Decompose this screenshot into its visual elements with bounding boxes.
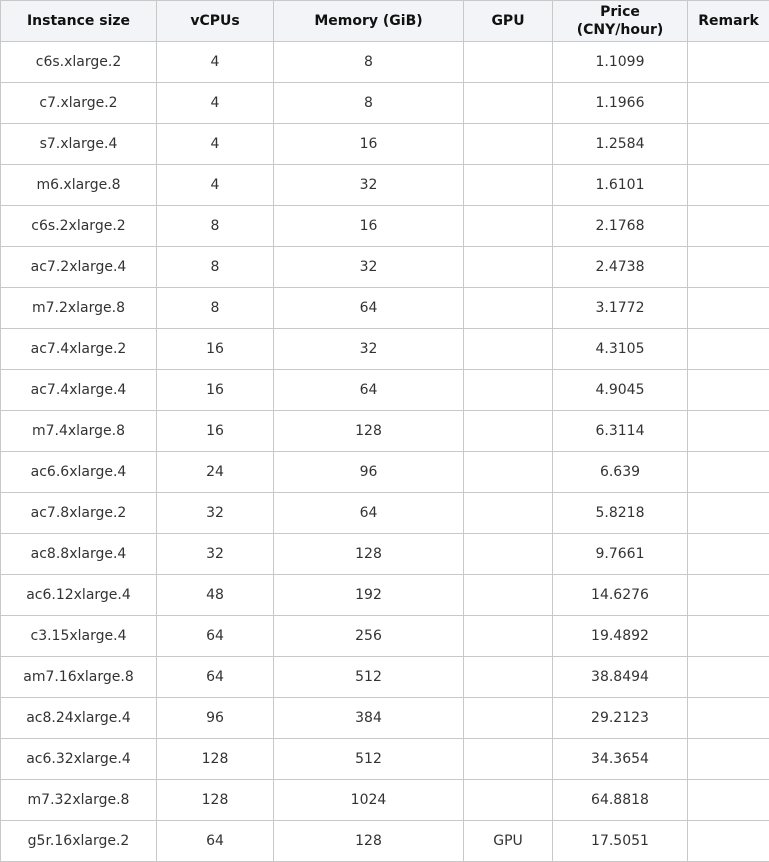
header-price xyxy=(553,1,688,42)
cell-price: 14.6276 xyxy=(553,575,688,616)
header-price-line1: Price xyxy=(600,4,640,20)
cell-memory: 64 xyxy=(274,288,464,329)
cell-price: 19.4892 xyxy=(553,616,688,657)
table-row xyxy=(1,247,769,288)
table-row xyxy=(1,124,769,165)
cell-gpu xyxy=(464,452,553,493)
header-vcpus: vCPUs xyxy=(157,1,274,42)
cell-gpu xyxy=(464,370,553,411)
cell-memory: 384 xyxy=(274,698,464,739)
cell-instance-size: m6.xlarge.8 xyxy=(1,165,157,206)
cell-memory: 16 xyxy=(274,206,464,247)
cell-gpu xyxy=(464,83,553,124)
cell-vcpus: 64 xyxy=(157,821,274,862)
cell-price: 1.2584 xyxy=(553,124,688,165)
cell-vcpus: 4 xyxy=(157,165,274,206)
cell-gpu xyxy=(464,534,553,575)
cell-instance-size: ac6.32xlarge.4 xyxy=(1,739,157,780)
cell-memory: 1024 xyxy=(274,780,464,821)
table-row xyxy=(1,452,769,493)
cell-gpu xyxy=(464,493,553,534)
cell-vcpus: 4 xyxy=(157,42,274,83)
cell-remark xyxy=(688,780,769,821)
cell-remark xyxy=(688,124,769,165)
cell-price: 1.1966 xyxy=(553,83,688,124)
cell-memory: 128 xyxy=(274,534,464,575)
header-row xyxy=(1,1,769,42)
cell-memory: 8 xyxy=(274,42,464,83)
cell-vcpus: 64 xyxy=(157,616,274,657)
cell-price: 34.3654 xyxy=(553,739,688,780)
cell-price: 64.8818 xyxy=(553,780,688,821)
table-row xyxy=(1,657,769,698)
cell-vcpus: 16 xyxy=(157,411,274,452)
cell-remark xyxy=(688,247,769,288)
cell-instance-size: ac8.8xlarge.4 xyxy=(1,534,157,575)
cell-remark xyxy=(688,575,769,616)
cell-instance-size: ac8.24xlarge.4 xyxy=(1,698,157,739)
cell-memory: 64 xyxy=(274,370,464,411)
cell-price: 38.8494 xyxy=(553,657,688,698)
cell-vcpus: 8 xyxy=(157,206,274,247)
cell-memory: 64 xyxy=(274,493,464,534)
header-remark: Remark xyxy=(688,1,769,42)
table-row xyxy=(1,534,769,575)
cell-gpu xyxy=(464,42,553,83)
cell-instance-size: s7.xlarge.4 xyxy=(1,124,157,165)
cell-remark xyxy=(688,616,769,657)
table-row xyxy=(1,288,769,329)
cell-remark xyxy=(688,698,769,739)
cell-gpu xyxy=(464,124,553,165)
cell-gpu xyxy=(464,329,553,370)
cell-price: 6.639 xyxy=(553,452,688,493)
cell-vcpus: 32 xyxy=(157,493,274,534)
table-row xyxy=(1,411,769,452)
cell-instance-size: ac7.2xlarge.4 xyxy=(1,247,157,288)
table-row xyxy=(1,329,769,370)
cell-instance-size: ac7.8xlarge.2 xyxy=(1,493,157,534)
cell-instance-size: g5r.16xlarge.2 xyxy=(1,821,157,862)
cell-gpu xyxy=(464,657,553,698)
cell-vcpus: 64 xyxy=(157,657,274,698)
cell-instance-size: c3.15xlarge.4 xyxy=(1,616,157,657)
cell-instance-size: m7.2xlarge.8 xyxy=(1,288,157,329)
cell-instance-size: m7.4xlarge.8 xyxy=(1,411,157,452)
cell-remark xyxy=(688,821,769,862)
cell-vcpus: 128 xyxy=(157,780,274,821)
table-row xyxy=(1,83,769,124)
cell-instance-size: ac6.12xlarge.4 xyxy=(1,575,157,616)
cell-memory: 16 xyxy=(274,124,464,165)
cell-instance-size: c6s.2xlarge.2 xyxy=(1,206,157,247)
cell-memory: 8 xyxy=(274,83,464,124)
table-header xyxy=(1,1,769,42)
cell-vcpus: 4 xyxy=(157,124,274,165)
cell-vcpus: 128 xyxy=(157,739,274,780)
cell-instance-size: ac7.4xlarge.2 xyxy=(1,329,157,370)
cell-price: 29.2123 xyxy=(553,698,688,739)
table-row xyxy=(1,206,769,247)
cell-remark xyxy=(688,739,769,780)
cell-vcpus: 96 xyxy=(157,698,274,739)
cell-vcpus: 4 xyxy=(157,83,274,124)
header-instance-size: Instance size xyxy=(1,1,157,42)
table-row xyxy=(1,616,769,657)
cell-price: 2.1768 xyxy=(553,206,688,247)
cell-vcpus: 16 xyxy=(157,370,274,411)
cell-gpu xyxy=(464,698,553,739)
cell-memory: 128 xyxy=(274,411,464,452)
header-memory: Memory (GiB) xyxy=(274,1,464,42)
cell-vcpus: 24 xyxy=(157,452,274,493)
cell-gpu xyxy=(464,575,553,616)
cell-vcpus: 8 xyxy=(157,288,274,329)
cell-instance-size: am7.16xlarge.8 xyxy=(1,657,157,698)
table-row xyxy=(1,493,769,534)
cell-memory: 128 xyxy=(274,821,464,862)
cell-memory: 32 xyxy=(274,165,464,206)
cell-gpu xyxy=(464,247,553,288)
cell-remark xyxy=(688,206,769,247)
cell-gpu xyxy=(464,411,553,452)
table-row xyxy=(1,165,769,206)
table-row xyxy=(1,821,769,862)
cell-memory: 32 xyxy=(274,329,464,370)
cell-memory: 96 xyxy=(274,452,464,493)
cell-gpu xyxy=(464,165,553,206)
cell-remark xyxy=(688,370,769,411)
cell-remark xyxy=(688,657,769,698)
cell-memory: 192 xyxy=(274,575,464,616)
cell-instance-size: ac7.4xlarge.4 xyxy=(1,370,157,411)
cell-price: 9.7661 xyxy=(553,534,688,575)
cell-remark xyxy=(688,83,769,124)
table-row xyxy=(1,42,769,83)
cell-remark xyxy=(688,42,769,83)
cell-price: 4.3105 xyxy=(553,329,688,370)
cell-vcpus: 48 xyxy=(157,575,274,616)
header-gpu: GPU xyxy=(464,1,553,42)
cell-gpu xyxy=(464,739,553,780)
cell-price: 4.9045 xyxy=(553,370,688,411)
cell-remark xyxy=(688,411,769,452)
cell-price: 1.6101 xyxy=(553,165,688,206)
cell-remark xyxy=(688,493,769,534)
cell-vcpus: 16 xyxy=(157,329,274,370)
cell-memory: 512 xyxy=(274,657,464,698)
cell-instance-size: c6s.xlarge.2 xyxy=(1,42,157,83)
cell-instance-size: m7.32xlarge.8 xyxy=(1,780,157,821)
cell-price: 6.3114 xyxy=(553,411,688,452)
cell-remark xyxy=(688,329,769,370)
cell-vcpus: 32 xyxy=(157,534,274,575)
cell-remark xyxy=(688,534,769,575)
cell-price: 3.1772 xyxy=(553,288,688,329)
cell-remark xyxy=(688,288,769,329)
cell-remark xyxy=(688,165,769,206)
table-row xyxy=(1,739,769,780)
cell-vcpus: 8 xyxy=(157,247,274,288)
cell-memory: 256 xyxy=(274,616,464,657)
table-row xyxy=(1,575,769,616)
cell-gpu xyxy=(464,616,553,657)
cell-memory: 512 xyxy=(274,739,464,780)
cell-price: 1.1099 xyxy=(553,42,688,83)
cell-gpu xyxy=(464,780,553,821)
cell-instance-size: c7.xlarge.2 xyxy=(1,83,157,124)
cell-gpu xyxy=(464,206,553,247)
table-row xyxy=(1,370,769,411)
cell-remark xyxy=(688,452,769,493)
table-row xyxy=(1,698,769,739)
cell-price: 17.5051 xyxy=(553,821,688,862)
cell-instance-size: ac6.6xlarge.4 xyxy=(1,452,157,493)
table-row xyxy=(1,780,769,821)
cell-gpu xyxy=(464,288,553,329)
header-price-line2: (CNY/hour) xyxy=(576,22,664,38)
table-body xyxy=(1,42,769,862)
cell-price: 5.8218 xyxy=(553,493,688,534)
cell-gpu: GPU xyxy=(464,821,553,862)
cell-price: 2.4738 xyxy=(553,247,688,288)
cell-memory: 32 xyxy=(274,247,464,288)
